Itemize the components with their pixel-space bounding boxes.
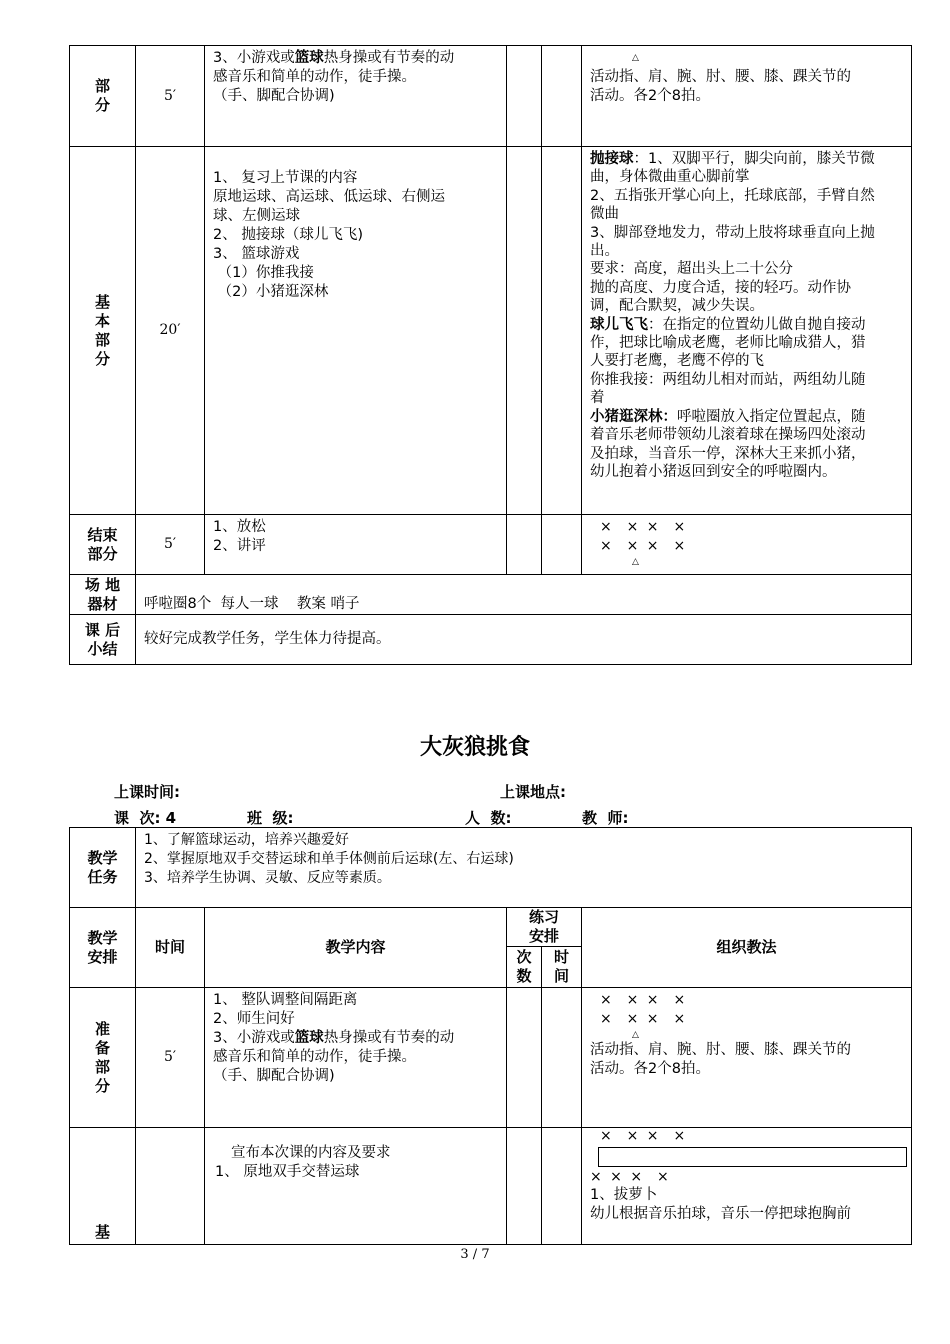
lesson-number: 课 次: 4 xyxy=(114,809,177,827)
class-place-label: 上课地点: xyxy=(500,783,566,801)
task-line: 3、培养学生协调、灵敏、反应等素质。 xyxy=(144,870,391,886)
upper-prep-row xyxy=(70,46,912,147)
student-formation-row: × × × × xyxy=(600,1011,688,1027)
task-cell xyxy=(136,828,912,908)
method-line: 微曲 xyxy=(590,206,619,223)
method-line: 活动指、肩、腕、肘、腰、膝、踝关节的 xyxy=(590,69,851,85)
method-cell xyxy=(582,988,912,1128)
method-line: 及拍球，当音乐一停，深林大王来抓小猪， xyxy=(590,445,866,462)
method-line: 活动指、肩、腕、肘、腰、膝、踝关节的 xyxy=(590,1042,851,1058)
header-duration: 时 间 xyxy=(542,947,582,988)
lower-lesson-table xyxy=(69,827,912,1245)
content-line-bold: 3、小游戏或篮球热身操或有节奏的动 xyxy=(213,1030,455,1046)
teacher-marker-icon: △ xyxy=(632,53,639,63)
content-line: 球、左侧运球 xyxy=(213,208,300,224)
method-heading: 球儿飞飞 xyxy=(590,316,648,333)
method-line: 幼儿抱着小猪返回到安全的呼啦圈内。 xyxy=(590,463,837,480)
header-row xyxy=(70,908,912,947)
method-line: 幼儿根据音乐拍球，音乐一停把球抱胸前 xyxy=(590,1206,851,1222)
method-line: 要求：高度，超出头上二十公分 xyxy=(590,261,793,278)
time-cell: 5′ xyxy=(136,46,205,147)
content-line: 1、 原地双手交替运球 xyxy=(215,1164,360,1180)
student-formation-row: × × × × xyxy=(600,1128,688,1144)
header-time: 时间 xyxy=(136,908,205,988)
task-line: 1、了解篮球运动，培养兴趣爱好 xyxy=(144,832,349,848)
student-formation-row: × × × × xyxy=(600,538,688,554)
people-label: 人 数: xyxy=(465,809,512,827)
upper-lesson-table xyxy=(69,45,912,665)
header-content: 教学内容 xyxy=(205,908,507,988)
content-cell xyxy=(205,515,507,575)
method-line: 作，把球比喻成老鹰，老师比喻成猎人，猎 xyxy=(590,335,866,352)
header-method: 组织教法 xyxy=(582,908,912,988)
method-cell xyxy=(582,1128,912,1245)
page-number: 3 / 7 xyxy=(460,1247,490,1262)
section-label: 基 xyxy=(70,1128,136,1245)
method-line: 3、脚部登地发力，带动上肢将球垂直向上抛 xyxy=(590,224,875,241)
content-line: 2、师生问好 xyxy=(213,1011,295,1027)
upper-summary-row xyxy=(70,615,912,665)
content-cell xyxy=(205,1128,507,1245)
content-line: 宣布本次课的内容及要求 xyxy=(231,1145,391,1161)
upper-venue-row xyxy=(70,575,912,615)
class-label: 班 级: xyxy=(247,809,294,827)
formation-cell xyxy=(582,515,912,575)
section-label: 部 分 xyxy=(70,46,136,147)
method-line: 1、拔萝卜 xyxy=(590,1187,658,1203)
court-line-box xyxy=(598,1147,907,1167)
section-label: 场 地 器材 xyxy=(70,575,136,615)
method-line: 着 xyxy=(590,390,605,407)
time-cell: 5′ xyxy=(136,515,205,575)
venue-cell: 呼啦圈8个 每人一球 教案 哨子 xyxy=(136,575,912,615)
content-line: 1、放松 xyxy=(213,519,266,535)
lower-basic-row xyxy=(70,1128,912,1245)
header-practice: 练习 安排 xyxy=(507,908,582,947)
method-line: 2、五指张开掌心向上，托球底部，手臂自然 xyxy=(590,187,875,204)
teacher-marker-icon: △ xyxy=(632,1030,639,1040)
section-label: 教学 任务 xyxy=(70,828,136,908)
teacher-label: 教 师: xyxy=(582,809,629,827)
content-line-bold: 3、小游戏或篮球热身操或有节奏的动 xyxy=(213,50,455,66)
method-line: 调，配合默契，减少失误。 xyxy=(590,298,764,315)
method-line: 着音乐老师带领幼儿滚着球在操场四处滚动 xyxy=(590,427,866,444)
method-heading: 抛接球 xyxy=(590,151,634,167)
time-cell: 5′ xyxy=(136,988,205,1128)
upper-basic-row xyxy=(70,147,912,515)
content-line: （手、脚配合协调) xyxy=(213,88,335,104)
task-line: 2、掌握原地双手交替运球和单手体侧前后运球(左、右运球) xyxy=(144,851,514,867)
teacher-marker-icon: △ xyxy=(632,557,639,567)
class-time-label: 上课时间: xyxy=(114,783,180,801)
header-arrange: 教学 安排 xyxy=(70,908,136,988)
method-line: 抛的高度、力度合适，接的轻巧。动作协 xyxy=(590,279,851,296)
content-line: 感音乐和简单的动作，徒手操。 xyxy=(213,1049,416,1065)
lesson-title: 大灰狼挑食 xyxy=(419,735,530,760)
content-cell xyxy=(205,988,507,1128)
content-line: 1、 整队调整间隔距离 xyxy=(213,992,358,1008)
section-label: 基 本 部 分 xyxy=(70,147,136,515)
content-line: 2、 抛接球（球儿飞飞) xyxy=(213,227,363,243)
method-line: 你推我接：两组幼儿相对而站，两组幼儿随 xyxy=(590,371,866,388)
header-times: 次 数 xyxy=(507,947,542,988)
content-line: 3、 篮球游戏 xyxy=(213,246,300,262)
section-label: 结束 部分 xyxy=(70,515,136,575)
content-line: 原地运球、高运球、低运球、右侧运 xyxy=(213,189,445,205)
student-formation-row: × × × × xyxy=(600,992,688,1008)
method-line: 小猪逛深林：呼啦圈放入指定位置起点，随 xyxy=(590,408,866,425)
section-label: 课 后 小结 xyxy=(70,615,136,665)
content-line: 感音乐和简单的动作，徒手操。 xyxy=(213,69,416,85)
student-formation-row: × × × × xyxy=(590,1169,671,1185)
upper-end-row xyxy=(70,515,912,575)
method-line: 人要打老鹰，老鹰不停的飞 xyxy=(590,353,764,370)
method-line: 活动。各2个8拍。 xyxy=(590,1061,710,1077)
method-line: 出。 xyxy=(590,243,619,260)
method-line: 活动。各2个8拍。 xyxy=(590,88,710,104)
content-cell xyxy=(205,46,507,147)
summary-cell: 较好完成教学任务，学生体力待提高。 xyxy=(136,615,912,665)
section-label: 准 备 部 分 xyxy=(70,988,136,1128)
method-heading: 小猪逛深林： xyxy=(590,408,677,425)
content-line: （2）小猪逛深林 xyxy=(213,284,329,300)
time-cell: 20′ xyxy=(136,147,205,515)
content-line: 2、讲评 xyxy=(213,538,266,554)
content-cell xyxy=(205,147,507,515)
method-line: 曲，身体微曲重心脚前掌 xyxy=(590,169,750,186)
method-line: 球儿飞飞：在指定的位置幼儿做自抛自接动 xyxy=(590,316,866,333)
task-row xyxy=(70,828,912,908)
method-line: 抛接球：1、双脚平行，脚尖向前，膝关节微 xyxy=(590,151,875,167)
content-line: （1）你推我接 xyxy=(213,265,314,281)
content-line: （手、脚配合协调) xyxy=(213,1068,335,1084)
lower-prep-row xyxy=(70,988,912,1128)
method-cell xyxy=(582,147,912,515)
content-line: 1、 复习上节课的内容 xyxy=(213,170,358,186)
method-cell xyxy=(582,46,912,147)
student-formation-row: × × × × xyxy=(600,519,688,535)
